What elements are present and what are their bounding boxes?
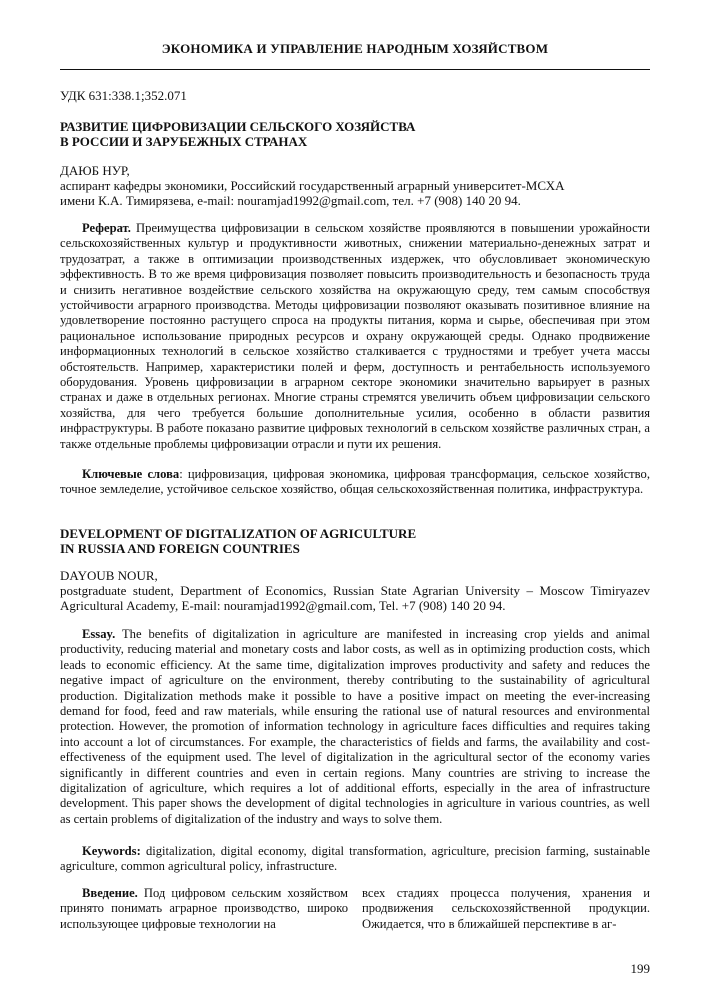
ru-title-line2: В РОССИИ И ЗАРУБЕЖНЫХ СТРАНАХ bbox=[60, 134, 308, 149]
page-number: 199 bbox=[630, 961, 650, 976]
en-title-line2: IN RUSSIA AND FOREIGN COUNTRIES bbox=[60, 541, 300, 556]
udk-code: УДК 631:338.1;352.071 bbox=[60, 88, 187, 103]
ru-author-affiliation-line1: аспирант кафедры экономики, Российский государственный аграрный университет-МСХА bbox=[60, 178, 565, 193]
ru-author-affiliation-line2: имени К.А. Тимирязева, e-mail: nouramjad1992@gmail.com, тел. +7 (908) 140 20 94. bbox=[60, 193, 521, 208]
en-abstract-label: Essay. bbox=[82, 627, 116, 641]
ru-abstract-text: Преимущества цифровизации в сельском хозяйстве проявляются в повышении урожайности сельскохозяйственных культур и продуктивности животных, снижении материально-денежных затрат и трудозатрат, а также в оптимизации производственных издержек, что обусловливает экономическую эффективность. В то же время цифровизация позволяет повысить производительность и безопасность труда и снизить негативное воздействие сельского хозяйства на окружающую среду, тем самым способствуя устойчивости аграрного производства. Методы цифровизации позволяют оказывать позитивное влияние на удовлетворение постоянно растущего спроса на продукты питания, корма и сырье, обеспечивая при этом рациональное использование природных ресурсов и охрану окружающей среды. Однако продвижение информационных технологий в сельское хозяйство сталкивается с трудностями и требует учета массы обстоятельств. Например, характеристики полей и ферм, доступность и рентабельность используемого оборудования. Уровень цифровизации в аграрном секторе экономики значительно варьирует в разных странах и даже в отдельных регионах. Многие страны стремятся увеличить объем цифровизации сельского хозяйства, для чего требуется большие дополнительные усилия, особенно в области развития инфраструктуры. В работе показано развитие цифровых технологий в сельском хозяйстве различных стран, а также отдельные проблемы цифровизации отрасли и пути их решения. bbox=[60, 221, 650, 451]
header-divider bbox=[60, 69, 650, 70]
journal-header: ЭКОНОМИКА И УПРАВЛЕНИЕ НАРОДНЫМ ХОЗЯЙСТВОМ bbox=[161, 41, 549, 56]
en-abstract-text: The benefits of digitalization in agriculture are manifested in increasing crop yields and animal productivity, reducing material and monetary costs and labor costs, as well as in optimizing production costs, which leads to economic efficiency. At the same time, digitalization improves productivity and safety and reduces the negative impact of agriculture on the environment, thereby contributing to the sustainability of agricultural production. Digitalization methods make it possible to have a positive impact on meeting the ever-increasing demand for food, feed and raw materials, while ensuring the rational use of natural resources and environmental protection. However, the promotion of information technology in agriculture faces difficulties and requires taking into account a lot of circumstances. For example, the characteristics of fields and farms, the availability and cost-effectiveness of the equipment used. The level of digitalization in the agricultural sector of the economy varies significantly in different countries and even in certain regions. Many countries are striving to increase the digitalization of agriculture, which requires a lot of additional efforts, especially in the area of infrastructure development. This paper shows the development of digital technologies in agriculture in various countries, as well as certain problems of digitalization of the industry and ways to solve them. bbox=[60, 627, 650, 826]
en-author-name: DAYOUB NOUR, bbox=[60, 568, 158, 583]
en-abstract bbox=[60, 627, 650, 827]
ru-author-block bbox=[60, 163, 650, 208]
en-keywords-label: Keywords: bbox=[82, 844, 141, 858]
ru-abstract-label: Реферат. bbox=[82, 221, 131, 235]
en-author-block bbox=[60, 568, 650, 613]
intro-left-text: Под цифровом сельским хозяйством принято понимать аграрное производство, широко использующее цифровые технологии на bbox=[60, 886, 348, 931]
intro-left-column bbox=[60, 886, 348, 932]
ru-title bbox=[60, 119, 650, 149]
en-keywords-text: digitalization, digital economy, digital transformation, agriculture, precision farming, sustainable agriculture, common agricultural policy, infrastructure. bbox=[60, 844, 650, 874]
intro-right-column: всех стадиях процесса получения, хранения и продвижения сельскохозяйственной продукции. Ожидается, что в ближайшей перспективе в аг- bbox=[362, 886, 650, 931]
intro-label: Введение. bbox=[82, 886, 138, 900]
ru-author-name: ДАЮБ НУР, bbox=[60, 163, 130, 178]
ru-keywords bbox=[60, 467, 650, 498]
en-author-affiliation: postgraduate student, Department of Economics, Russian State Agrarian University – Moscow Timiryazev Agricultural Academy, E-mail: nouramjad1992@gmail.com, Tel. +7 (908) 140 20 94. bbox=[60, 583, 650, 613]
ru-keywords-label: Ключевые слова bbox=[82, 467, 180, 481]
en-keywords bbox=[60, 844, 650, 875]
en-title bbox=[60, 526, 650, 556]
ru-title-line1: РАЗВИТИЕ ЦИФРОВИЗАЦИИ СЕЛЬСКОГО ХОЗЯЙСТВА bbox=[60, 119, 416, 134]
ru-abstract bbox=[60, 221, 650, 452]
ru-keywords-text: : цифровизация, цифровая экономика, цифровая трансформация, сельское хозяйство, точное земледелие, устойчивое сельское хозяйство, общая сельскохозяйственная политика, инфраструктура. bbox=[60, 467, 650, 497]
en-title-line1: DEVELOPMENT OF DIGITALIZATION OF AGRICULTURE bbox=[60, 526, 417, 541]
